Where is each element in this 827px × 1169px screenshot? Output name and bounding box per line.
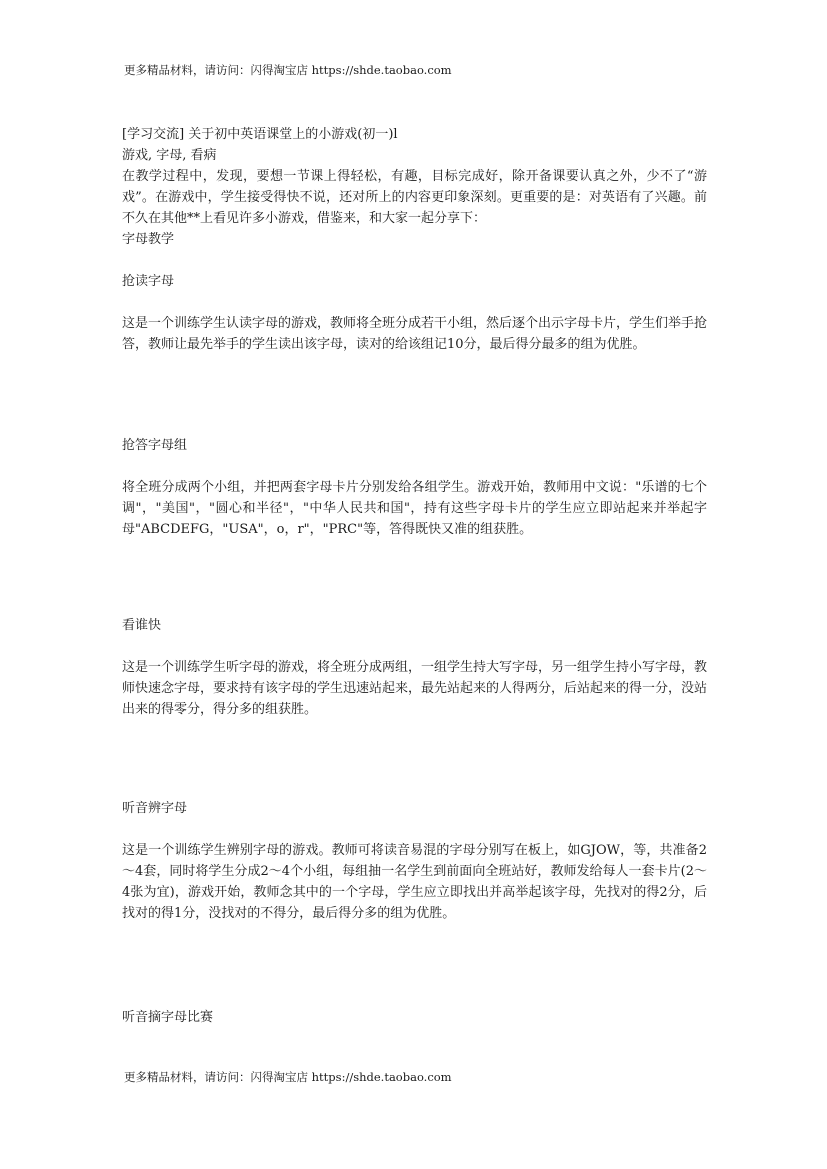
section-body: 这是一个训练学生辨别字母的游戏。教师可将读音易混的字母分别写在板上，如GJOW，等，共准备2～4套，同时将学生分成2～4个小组，每组抽一名学生到前面向全班站好，教师发给每人一套卡片(2～4张为宜)，游戏开始，教师念其中的一个字母，学生应立即找出并高举起该字母，先找对的得2分，后找对的得1分，没找对的不得分，最后得分多的组为优胜。: [122, 843, 707, 921]
page-footer: 更多精品材料，请访问：闪得淘宝店 https://shde.taobao.com: [124, 1070, 452, 1084]
page-header: 更多精品材料，请访问：闪得淘宝店 https://shde.taobao.com: [124, 63, 452, 77]
section-title: 听音摘字母比赛: [122, 1010, 214, 1025]
section-body: 这是一个训练学生听字母的游戏，将全班分成两组，一组学生持大写字母，另一组学生持小写字母，教师快速念字母，要求持有该字母的学生迅速站起来，最先站起来的人得两分，后站起来的得一分，没站出来的得零分，得分多的组获胜。: [122, 660, 708, 717]
section-title: 听音辨字母: [122, 801, 188, 816]
article-body: [122, 124, 707, 1028]
section-body: 将全班分成两个小组，并把两套字母卡片分别发给各组学生。游戏开始，教师用中文说："乐谱的七个调"，"美国"，"圆心和半径"，"中华人民共和国"，持有这些字母卡片的学生应立即站起来并举起字母"ABCDEFG，"USA"，o，r"，"PRC"等，答得既快又准的组获胜。: [122, 480, 707, 537]
article-category: 字母教学: [122, 232, 175, 247]
section-title: 抢读字母: [122, 274, 175, 289]
section-title: 抢答字母组: [122, 438, 188, 453]
section-title: 看谁快: [122, 618, 162, 633]
section-body: 这是一个训练学生认读字母的游戏，教师将全班分成若干小组，然后逐个出示字母卡片，学生们举手抢答，教师让最先举手的学生读出该字母，读对的给该组记10分，最后得分最多的组为优胜。: [122, 316, 708, 352]
article-title: [学习交流] 关于初中英语课堂上的小游戏(初一)l: [122, 127, 398, 142]
article-keywords: 游戏, 字母, 看病: [122, 148, 217, 163]
article-intro: 在教学过程中，发现，要想一节课上得轻松，有趣，目标完成好，除开备课要认真之外，少不了“游戏”。在游戏中，学生接受得快不说，还对所上的内容更印象深刻。更重要的是：对英语有了兴趣。前不久在其他**上看见许多小游戏，借鉴来，和大家一起分享下：: [122, 169, 707, 226]
